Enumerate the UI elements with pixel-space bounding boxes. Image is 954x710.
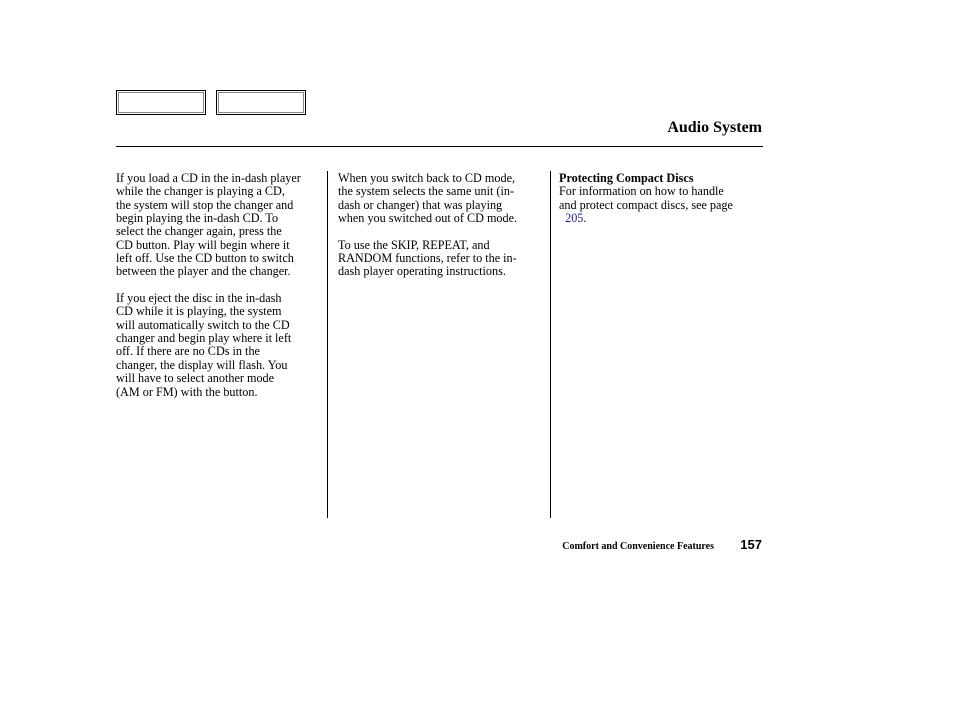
text-line: If you load a CD in the in-dash player (116, 171, 301, 185)
text-line: To use the SKIP, REPEAT, and (338, 237, 490, 252)
text-line: will have to select another mode (116, 371, 275, 386)
paragraph (338, 172, 517, 225)
column-divider (550, 171, 551, 518)
text-line: When you switch back to CD mode, (338, 171, 516, 185)
footer-section-title: Comfort and Convenience Features (562, 541, 714, 552)
text-line: will automatically switch to the CD (116, 317, 290, 332)
text-line: changer and begin play where it left (116, 331, 292, 346)
nav-button-previous[interactable] (116, 90, 206, 115)
text-line: RANDOM functions, refer to the in- (338, 251, 517, 266)
text-line: left off. Use the CD button to switch (116, 251, 294, 266)
text-line: dash player operating instructions. (338, 264, 506, 279)
nav-button-next[interactable] (216, 90, 306, 115)
text-line: begin playing the in-dash CD. To (116, 211, 279, 226)
page-number: 157 (740, 537, 762, 552)
text-line: while the changer is playing a CD, (116, 184, 285, 199)
paragraph (559, 172, 733, 225)
text-line: CD button. Play will begin where it (116, 237, 290, 252)
page-title: Audio System (667, 119, 762, 136)
text-line: between the player and the changer. (116, 264, 291, 279)
text-line: CD while it is playing, the system (116, 304, 282, 319)
text-line: If you eject the disc in the in-dash (116, 291, 282, 306)
text-line: dash or changer) that was playing (338, 197, 503, 212)
text-line: when you switched out of CD mode. (338, 211, 518, 226)
column-divider (327, 171, 328, 518)
paragraph (116, 292, 301, 399)
text-line: select the changer again, press the (116, 224, 282, 239)
page-reference-link[interactable]: 205 (565, 211, 584, 226)
column-1 (116, 172, 301, 412)
title-rule (116, 146, 763, 147)
text-line (559, 212, 733, 225)
text-line: off. If there are no CDs in the (116, 344, 260, 359)
text-line: changer, the display will flash. You (116, 357, 288, 372)
text-line: the system selects the same unit (in- (338, 184, 514, 199)
paragraph (116, 172, 301, 279)
column-2 (338, 172, 517, 292)
paragraph (338, 239, 517, 279)
section-heading: Protecting Compact Discs (559, 171, 694, 185)
text-line: (AM or FM) with the button. (116, 384, 258, 399)
text-line: For information on how to handle (559, 184, 724, 199)
text-line: the system will stop the changer and (116, 197, 294, 212)
column-3 (559, 172, 733, 239)
text-line: and protect compact discs, see page (559, 197, 733, 212)
page-reference-suffix: . (583, 211, 587, 226)
